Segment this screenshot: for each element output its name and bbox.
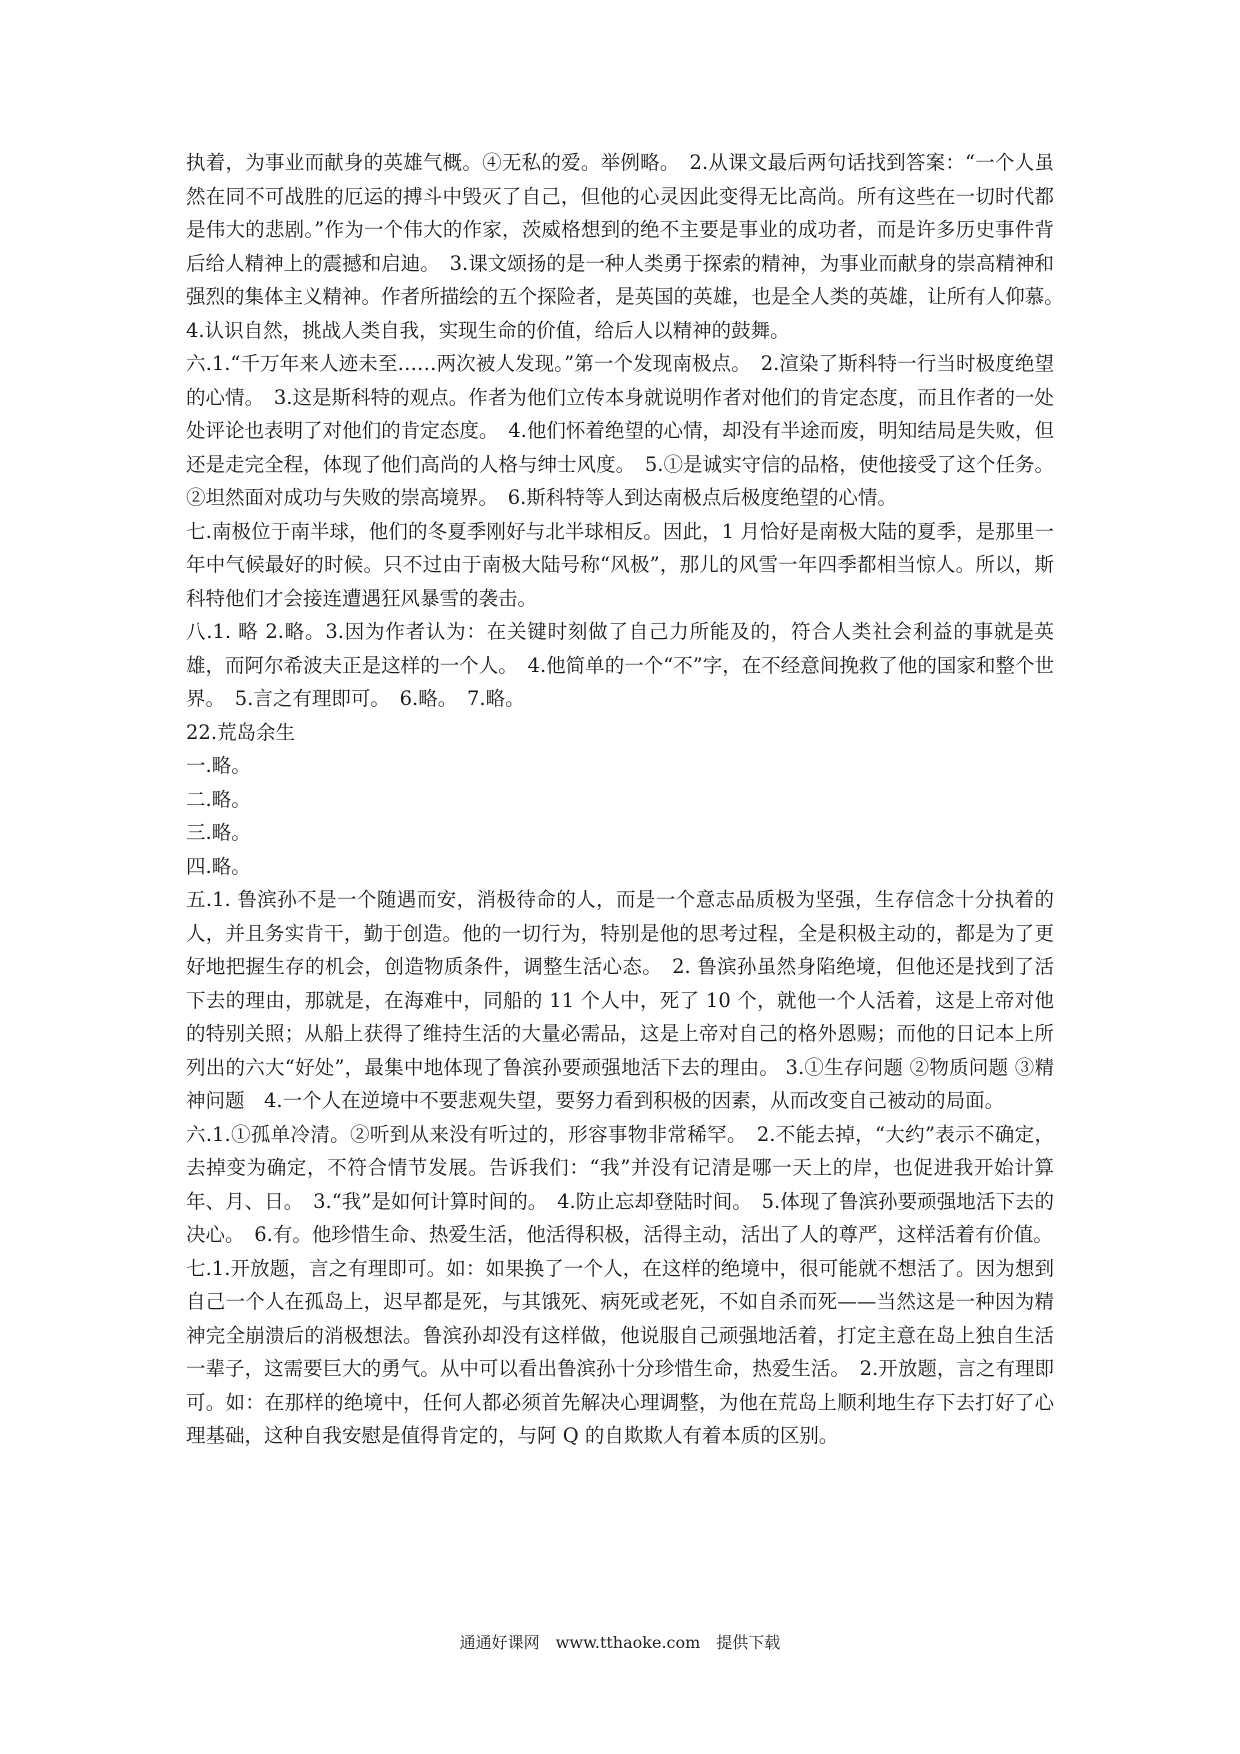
paragraph-section-4: 四.略。 bbox=[186, 854, 251, 878]
paragraph-answer-continuation: 执着，为事业而献身的英雄气概。④无私的爱。举例略。 2.从课文最后两句话找到答案：“一个人虽然在同不可战胜的厄运的搏斗中毁灭了自己，但他的心灵因此变得无比高尚。所有这些在一切时代都是伟大的悲剧。”作为一个伟大的作家，茨威格想到的绝不主要是事业的成功者，而是许多历史事件背后给人精神上的震撼和启迪。 3.课文颂扬的是一种人类勇于探索的精神，为事业而献身的崇高精神和强烈的集体主义精神。作者所描绘的五个探险者，是英国的英雄，也是全人类的英雄，让所有人仰慕。 4.认识自然，挑战人类自我，实现生命的价值，给后人以精神的鼓舞。 bbox=[186, 151, 1074, 342]
paragraph-section-2: 二.略。 bbox=[186, 787, 251, 811]
paragraph-section-6: 六.1.“千万年来人迹未至……两次被人发现。”第一个发现南极点。 2.渲染了斯科特一行当时极度绝望的心情。 3.这是斯科特的观点。作者为他们立传本身就说明作者对他们的肯定态度，而且作者的一处处评论也表明了对他们的肯定态度。 4.他们怀着绝望的心情，却没有半途而废，明知结局是失败，但还是走完全程，体现了他们高尚的人格与绅士风度。 5.①是诚实守信的品格，使他接受了这个任务。②坦然面对成功与失败的崇高境界。 6.斯科特等人到达南极点后极度绝望的心情。 bbox=[186, 352, 1054, 509]
paragraph-section-1: 一.略。 bbox=[186, 754, 251, 777]
paragraph-section-3: 三.略。 bbox=[186, 821, 251, 844]
paragraph-section-5: 五.1. 鲁滨孙不是一个随遇而安，消极待命的人，而是一个意志品质极为坚强，生存信念十分执着的人，并且务实肯干，勤于创造。他的一切行为，特别是他的思考过程，全是积极主动的，都是为了更好地把握生存的机会，创造物质条件，调整生活心态。 2. 鲁滨孙虽然身陷绝境，但他还是找到了活下去的理由，那就是，在海难中，同船的 11 个人中，死了 10 个，就他一个人活着，这是上帝对他的特别关照；从船上获得了维持生活的大量必需品，这是上帝对自己的格外恩赐；而他的日记本上所列出的六大“好处”，最集中地体现了鲁滨孙要顽强地活下去的理由。 3.①生存问题 ②物质问题 ③精神问题 4.一个人在逆境中不要悲观失望，要努力看到积极的因素，从而改变自己被动的局面。 bbox=[186, 888, 1054, 1112]
lesson-heading: 22.荒岛余生 bbox=[186, 720, 296, 744]
document-body bbox=[186, 146, 1074, 1453]
paragraph-section-6b: 六.1.①孤单冷清。②听到从来没有听过的，形容事物非常稀罕。 2.不能去掉，“大约”表示不确定，去掉变为确定，不符合情节发展。告诉我们：“我”并没有记清是哪一天上的岸，也促进我开始计算年、月、日。 3.“我”是如何计算时间的。 4.防止忘却登陆时间。 5.体现了鲁滨孙要顽强地活下去的决心。 6.有。他珍惜生命、热爱生活，他活得积极，活得主动，活出了人的尊严，这样活着有价值。 bbox=[186, 1122, 1054, 1246]
paragraph-section-7b: 七.1.开放题，言之有理即可。如：如果换了一个人，在这样的绝境中，很可能就不想活了。因为想到自己一个人在孤岛上，迟早都是死，与其饿死、病死或老死，不如自杀而死——当然这是一种因为精神完全崩溃后的消极想法。鲁滨孙却没有这样做，他说服自己顽强地活着，打定主意在岛上独自生活一辈子，这需要巨大的勇气。从中可以看出鲁滨孙十分珍惜生命，热爱生活。 2.开放题，言之有理即可。如：在那样的绝境中，任何人都必须首先解决心理调整，为他在荒岛上顺利地生存下去打好了心理基础，这种自我安慰是值得肯定的，与阿 Q 的自欺欺人有着本质的区别。 bbox=[186, 1256, 1054, 1447]
page-footer: 通通好课网 www.tthaoke.com 提供下载 bbox=[459, 1633, 781, 1652]
paragraph-section-8: 八.1. 略 2.略。3.因为作者认为：在关键时刻做了自己力所能及的，符合人类社会利益的事就是英雄，而阿尔希波夫正是这样的一个人。 4.他简单的一个“不”字，在不经意间挽救了他的国家和整个世界。 5.言之有理即可。 6.略。 7.略。 bbox=[186, 620, 1054, 710]
paragraph-section-7: 七.南极位于南半球，他们的冬夏季刚好与北半球相反。因此，1 月恰好是南极大陆的夏季，是那里一年中气候最好的时候。只不过由于南极大陆号称“风极”，那儿的风雪一年四季都相当惊人。所以，斯科特他们才会接连遭遇狂风暴雪的袭击。 bbox=[186, 519, 1054, 610]
